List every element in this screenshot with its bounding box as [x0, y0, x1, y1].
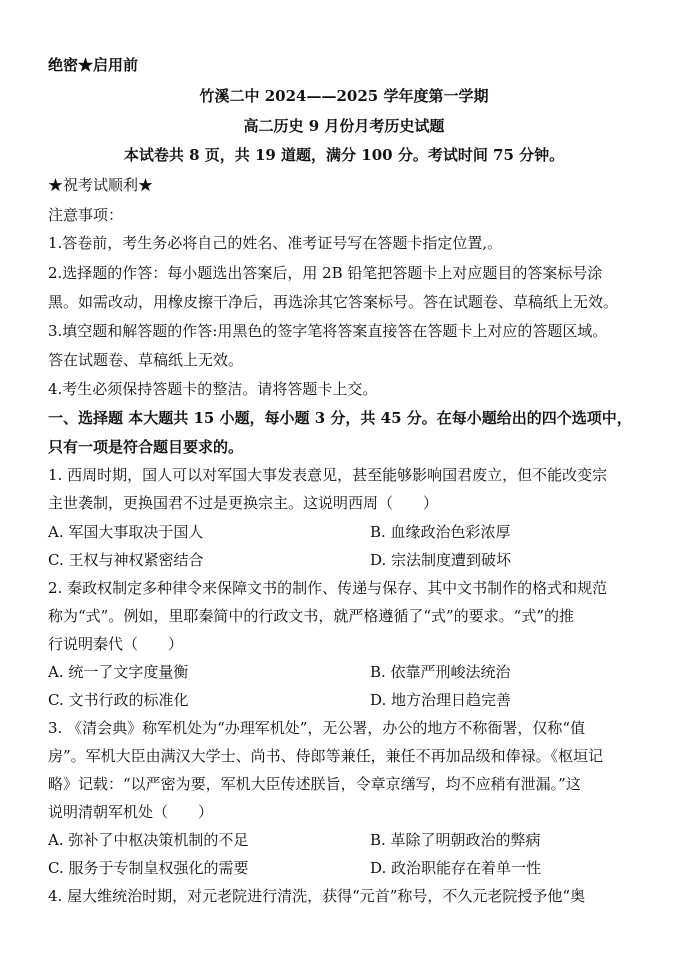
- notice-line: 1.答卷前，考生务必将自己的姓名、准考证号写在答题卡指定位置,。: [48, 234, 503, 252]
- option-b: B. 血缘政治色彩浓厚: [370, 523, 511, 541]
- notice-line: 黑。如需改动，用橡皮擦干净后，再选涂其它答案标号。答在试题卷、草稿纸上无效。: [48, 293, 619, 311]
- option-b: B. 革除了明朝政治的弊病: [370, 831, 541, 849]
- option-b: B. 依靠严刑峻法统治: [370, 663, 511, 681]
- option-c: C. 王权与神权紧密结合: [48, 551, 204, 569]
- question-line: 称为“式”。例如，里耶秦简中的行政文书，就严格遵循了“式”的要求。“式”的推: [48, 607, 575, 625]
- secret-label: 绝密★启用前: [48, 56, 139, 74]
- exam-subtitle: 高二历史 9 月份月考历史试题: [243, 117, 445, 135]
- notice-line: 4.考生必须保持答题卡的整洁。请将答题卡上交。: [48, 380, 378, 398]
- option-a: A. 军国大事取决于国人: [48, 523, 204, 541]
- question-line: 主世袭制，更换国君不过是更换宗主。这说明西周（ ）: [48, 494, 439, 512]
- option-d: D. 政治职能存在着单一性: [370, 859, 542, 877]
- question-line: 3. 《清会典》称军机处为“办理军机处”，无公署，办公的地方不称衙署，仅称“值: [48, 719, 586, 737]
- question-line: 行说明秦代（ ）: [48, 635, 184, 653]
- notice-line: 2.选择题的作答：每小题选出答案后，用 2B 铅笔把答题卡上对应题目的答案标号涂: [48, 264, 603, 282]
- option-c: C. 服务于专制皇权强化的需要: [48, 859, 249, 877]
- wish-text: ★祝考试顺利★: [48, 176, 154, 194]
- question-line: 2. 秦政权制定多种律令来保障文书的制作、传递与保存、其中文书制作的格式和规范: [48, 579, 608, 597]
- notice-heading: 注意事项：: [48, 206, 124, 224]
- exam-info: 本试卷共 8 页，共 19 道题，满分 100 分。考试时间 75 分钟。: [123, 146, 565, 164]
- option-c: C. 文书行政的标准化: [48, 691, 189, 709]
- notice-line: 答在试题卷、草稿纸上无效。: [48, 351, 244, 369]
- exam-title: 竹溪二中 2024——2025 学年度第一学期: [199, 87, 489, 105]
- section-heading-cont: 只有一项是符合题目要求的。: [48, 438, 244, 456]
- question-line: 说明清朝军机处（ ）: [48, 803, 214, 821]
- section-heading: 一、选择题 本大题共 15 小题，每小题 3 分，共 45 分。在每小题给出的四个选项中，: [48, 409, 632, 427]
- question-line: 略》记载：“以严密为要，军机大臣传述朕旨，令章京缮写，均不应稍有泄漏。”这: [48, 775, 581, 793]
- question-line: 1. 西周时期，国人可以对军国大事发表意见，甚至能够影响国君废立，但不能改变宗: [48, 466, 608, 484]
- notice-line: 3.填空题和解答题的作答:用黑色的签字笔将答案直接答在答题卡上对应的答题区域。: [48, 322, 608, 340]
- option-a: A. 弥补了中枢决策机制的不足: [48, 831, 249, 849]
- question-line: 房”。军机大臣由满汉大学士、尚书、侍郎等兼任，兼任不再加品级和俸禄。《枢垣记: [48, 747, 604, 765]
- question-line: 4. 屋大维统治时期，对元老院进行清洗，获得“元首”称号，不久元老院授予他“奥: [48, 887, 586, 905]
- option-d: D. 宗法制度遭到破坏: [370, 551, 512, 569]
- option-a: A. 统一了文字度量衡: [48, 663, 189, 681]
- option-d: D. 地方治理日趋完善: [370, 691, 512, 709]
